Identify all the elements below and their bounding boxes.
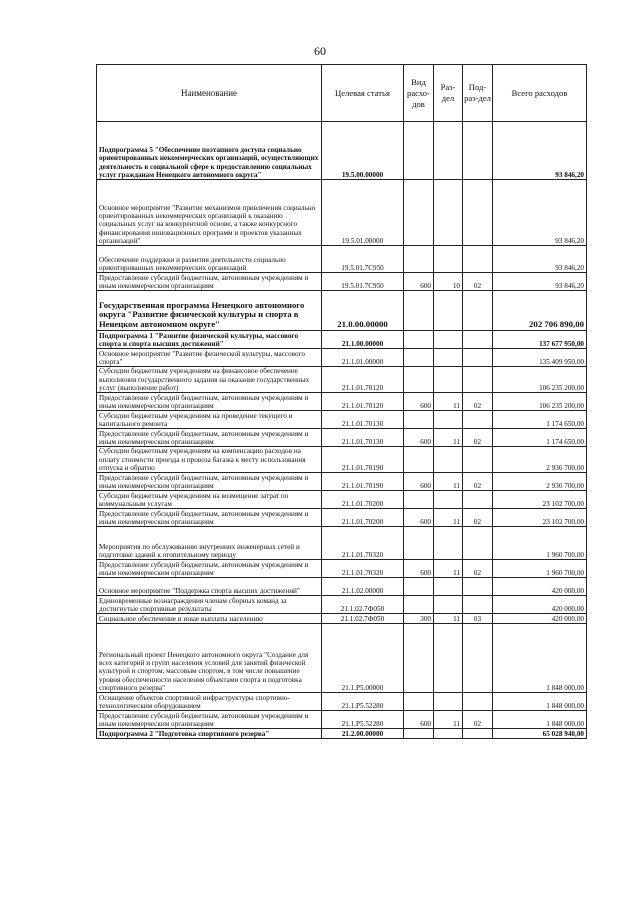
cell-section	[434, 122, 463, 180]
cell-name: Единовременные вознаграждения членам сборных команд за достигнутые спортивные результаты	[97, 596, 322, 614]
cell-target: 21.1.01.70120	[322, 367, 404, 393]
cell-total: 1 174 650,00	[493, 429, 587, 447]
cell-section: 10	[434, 273, 463, 291]
cell-name: Предоставление субсидий бюджетным, автономным учреждениям и иным некоммерческим организациям	[97, 560, 322, 578]
cell-target: 21.1.01.70190	[322, 473, 404, 491]
cell-subsection	[463, 491, 493, 509]
cell-name: Субсидии бюджетным учреждениям на компенсацию расходов на оплату стоимости проезда и провоза багажа к месту использования отпуска и обратно	[97, 447, 322, 473]
cell-name: Подпрограмма 2 "Подготовка спортивного резерва"	[97, 729, 322, 739]
cell-section: 11	[434, 429, 463, 447]
cell-kind	[404, 367, 434, 393]
cell-kind	[404, 624, 434, 693]
cell-section: 11	[434, 711, 463, 729]
cell-subsection: 02	[463, 429, 493, 447]
cell-total: 1 960 700,00	[493, 560, 587, 578]
cell-name: Мероприятия по обслуживанию внутренних инженерных сетей и подготовке зданий к отопительному периоду	[97, 527, 322, 560]
cell-section	[434, 447, 463, 473]
cell-subsection: 02	[463, 393, 493, 411]
cell-subsection: 02	[463, 473, 493, 491]
cell-subsection	[463, 578, 493, 596]
cell-subsection	[463, 349, 493, 367]
cell-name: Социальное обеспечение и иные выплаты населению	[97, 614, 322, 624]
cell-kind: 600	[404, 473, 434, 491]
cell-name: Субсидии бюджетным учреждениям на проведение текущего и капитального ремонта	[97, 411, 322, 429]
cell-total: 1 848 000,00	[493, 624, 587, 693]
table-row	[97, 180, 587, 246]
table-row	[97, 291, 587, 331]
cell-kind: 300	[404, 614, 434, 624]
cell-target: 21.1.01.70200	[322, 491, 404, 509]
header-subsection: Под-раз-дел	[463, 65, 493, 122]
cell-total: 93 846,20	[493, 180, 587, 246]
cell-total: 420 000,00	[493, 578, 587, 596]
cell-target: 21.1.01.70190	[322, 447, 404, 473]
cell-name: Предоставление субсидий бюджетным, автономным учреждениям и иным некоммерческим организациям	[97, 273, 322, 291]
cell-subsection	[463, 693, 493, 711]
cell-section	[434, 596, 463, 614]
cell-target: 21.1.02.00000	[322, 578, 404, 596]
cell-name: Субсидии бюджетным учреждениям на возмещение затрат по коммунальным услугам	[97, 491, 322, 509]
cell-section: 11	[434, 560, 463, 578]
header-total: Всего расходов	[493, 65, 587, 122]
cell-name: Подпрограмма 5 "Обеспечение поэтапного доступа социально ориентированных некоммерческих организаций, осуществляющих деятельность в социальной сфере к предоставлению социальных услуг гражданам Ненецкого автономного округа"	[97, 122, 322, 180]
cell-target: 21.1.02.7Ф050	[322, 614, 404, 624]
table-row	[97, 596, 587, 614]
cell-section	[434, 693, 463, 711]
cell-kind	[404, 331, 434, 349]
cell-total: 1 174 650,00	[493, 411, 587, 429]
cell-name: Основное мероприятие "Поддержка спорта высших достижений"	[97, 578, 322, 596]
table-row	[97, 393, 587, 411]
cell-section	[434, 411, 463, 429]
cell-kind: 600	[404, 393, 434, 411]
cell-total: 65 028 940,00	[493, 729, 587, 739]
cell-kind: 600	[404, 273, 434, 291]
cell-name: Обеспечение поддержки и развития деятельности социально ориентированных некоммерческих организаций	[97, 246, 322, 273]
cell-name: Субсидии бюджетным учреждениям на финансовое обеспечение выполнения государственного задания на оказание государственных услуг (выполнение работ)	[97, 367, 322, 393]
table-row	[97, 122, 587, 180]
table-row	[97, 349, 587, 367]
cell-kind	[404, 411, 434, 429]
cell-subsection	[463, 122, 493, 180]
cell-name: Предоставление субсидий бюджетным, автономным учреждениям и иным некоммерческим организациям	[97, 393, 322, 411]
cell-total: 420 000,00	[493, 614, 587, 624]
table-row	[97, 411, 587, 429]
cell-subsection	[463, 246, 493, 273]
cell-target: 21.1.Р5.00000	[322, 624, 404, 693]
table-row	[97, 509, 587, 527]
cell-total: 420 000,00	[493, 596, 587, 614]
cell-target: 21.1.Р5.52280	[322, 693, 404, 711]
cell-subsection	[463, 291, 493, 331]
cell-kind: 600	[404, 509, 434, 527]
cell-section	[434, 367, 463, 393]
table-row	[97, 273, 587, 291]
cell-target: 21.1.Р5.52280	[322, 711, 404, 729]
table-row	[97, 447, 587, 473]
cell-target: 21.1.00.00000	[322, 331, 404, 349]
cell-subsection	[463, 411, 493, 429]
cell-target: 21.1.01.70320	[322, 560, 404, 578]
table-row	[97, 693, 587, 711]
cell-total: 1 960 700,00	[493, 527, 587, 560]
header-section: Раз-дел	[434, 65, 463, 122]
cell-total: 1 848 000,00	[493, 693, 587, 711]
cell-total: 93 846,20	[493, 246, 587, 273]
cell-name: Предоставление субсидий бюджетным, автономным учреждениям и иным некоммерческим организациям	[97, 429, 322, 447]
cell-subsection	[463, 447, 493, 473]
cell-kind: 600	[404, 711, 434, 729]
table-row	[97, 729, 587, 739]
cell-section	[434, 491, 463, 509]
cell-section	[434, 246, 463, 273]
cell-target: 21.0.00.00000	[322, 291, 404, 331]
table-row	[97, 429, 587, 447]
cell-subsection	[463, 729, 493, 739]
cell-section: 11	[434, 614, 463, 624]
table-row	[97, 614, 587, 624]
cell-subsection: 02	[463, 560, 493, 578]
cell-subsection	[463, 331, 493, 349]
cell-total: 106 235 200,00	[493, 367, 587, 393]
cell-name: Подпрограмма 1 "Развитие физической культуры, массового спорта и спорта высших достижений"	[97, 331, 322, 349]
cell-name: Основное мероприятие "Развитие физической культуры, массового спорта"	[97, 349, 322, 367]
table-row	[97, 578, 587, 596]
cell-section	[434, 180, 463, 246]
cell-section	[434, 729, 463, 739]
cell-name: Предоставление субсидий бюджетным, автономным учреждениям и иным некоммерческим организациям	[97, 473, 322, 491]
table-row	[97, 491, 587, 509]
cell-subsection	[463, 527, 493, 560]
cell-kind	[404, 491, 434, 509]
cell-section: 11	[434, 509, 463, 527]
cell-target: 19.5.01.7С950	[322, 273, 404, 291]
cell-kind	[404, 596, 434, 614]
cell-subsection	[463, 367, 493, 393]
cell-section	[434, 291, 463, 331]
header-kind: Вид расхо-дов	[404, 65, 434, 122]
cell-subsection: 02	[463, 711, 493, 729]
cell-target: 21.1.02.7Ф050	[322, 596, 404, 614]
cell-name: Региональный проект Ненецкого автономного округа "Создание для всех категорий и групп населения условий для занятий физической культурой и спортом, массовым спортом, в том числе повышение уровня обеспеченности населения объектами спорта и подготовка спортивного резерва"	[97, 624, 322, 693]
cell-total: 93 846,20	[493, 273, 587, 291]
cell-section	[434, 331, 463, 349]
cell-kind	[404, 578, 434, 596]
cell-total: 23 102 700,00	[493, 491, 587, 509]
cell-target: 21.1.01.70120	[322, 393, 404, 411]
header-target: Целевая статья	[322, 65, 404, 122]
cell-section: 11	[434, 393, 463, 411]
table-row	[97, 711, 587, 729]
cell-total: 93 846,20	[493, 122, 587, 180]
cell-name: Оснащение объектов спортивной инфраструктуры спортивно-технологическим оборудованием	[97, 693, 322, 711]
cell-kind: 600	[404, 560, 434, 578]
cell-target: 21.1.01.70200	[322, 509, 404, 527]
cell-kind	[404, 349, 434, 367]
cell-section	[434, 578, 463, 596]
cell-target: 21.1.01.70130	[322, 411, 404, 429]
cell-kind	[404, 693, 434, 711]
cell-kind	[404, 527, 434, 560]
cell-name: Основное мероприятие "Развитие механизмов привлечения социально ориентированных некоммерческих организаций к оказанию социальных услуг на конкурентной основе, а также конкурсного финансирования инновационных программ и проектов указанных организаций"	[97, 180, 322, 246]
cell-subsection: 03	[463, 614, 493, 624]
table-row	[97, 527, 587, 560]
cell-total: 2 936 700,00	[493, 447, 587, 473]
cell-total: 1 848 000,00	[493, 711, 587, 729]
cell-target: 21.2.00.00000	[322, 729, 404, 739]
page-number: 60	[314, 44, 326, 58]
cell-total: 135 409 950,00	[493, 349, 587, 367]
cell-subsection	[463, 180, 493, 246]
header-name: Наименование	[97, 65, 322, 122]
cell-name: Предоставление субсидий бюджетным, автономным учреждениям и иным некоммерческим организациям	[97, 711, 322, 729]
cell-section	[434, 624, 463, 693]
table-row	[97, 560, 587, 578]
table-row	[97, 624, 587, 693]
budget-table	[96, 64, 587, 739]
cell-target: 19.5.01.00000	[322, 180, 404, 246]
cell-kind	[404, 447, 434, 473]
cell-target: 21.1.01.70130	[322, 429, 404, 447]
cell-subsection: 02	[463, 509, 493, 527]
cell-target: 21.1.01.00000	[322, 349, 404, 367]
cell-kind	[404, 729, 434, 739]
cell-total: 23 102 700,00	[493, 509, 587, 527]
cell-kind	[404, 291, 434, 331]
cell-kind	[404, 122, 434, 180]
table-row	[97, 367, 587, 393]
cell-subsection	[463, 624, 493, 693]
cell-section	[434, 349, 463, 367]
cell-total: 2 936 700,00	[493, 473, 587, 491]
cell-target: 19.5.01.7С950	[322, 246, 404, 273]
cell-total: 137 677 950,00	[493, 331, 587, 349]
table-row	[97, 246, 587, 273]
cell-kind	[404, 246, 434, 273]
cell-kind: 600	[404, 429, 434, 447]
cell-total: 106 235 200,00	[493, 393, 587, 411]
cell-section: 11	[434, 473, 463, 491]
cell-kind	[404, 180, 434, 246]
cell-subsection	[463, 596, 493, 614]
cell-target: 19.5.00.00000	[322, 122, 404, 180]
table-row	[97, 473, 587, 491]
cell-total: 202 706 890,00	[493, 291, 587, 331]
cell-section	[434, 527, 463, 560]
cell-subsection: 02	[463, 273, 493, 291]
table-row	[97, 331, 587, 349]
cell-name: Государственная программа Ненецкого автономного округа "Развитие физической культуры и спорта в Ненецком автономном округе"	[97, 291, 322, 331]
cell-name: Предоставление субсидий бюджетным, автономным учреждениям и иным некоммерческим организациям	[97, 509, 322, 527]
header-row	[97, 65, 587, 122]
cell-target: 21.1.01.70320	[322, 527, 404, 560]
